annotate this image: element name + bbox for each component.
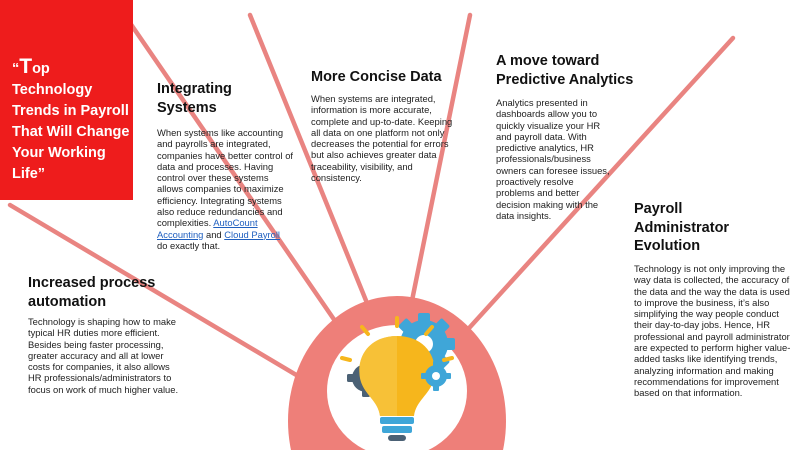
banner-title [12,56,130,185]
concise-heading: More Concise Data [311,69,442,85]
banner-first-letter: T [19,55,33,78]
title-banner [0,0,133,200]
integrating-body [157,127,293,251]
automation-body: Technology is shaping how to make typical HR duties more efficient. Besides being faster processing, greater accuracy and all at lower costs for companies, it also allows HR professionals/administrators to focus on work of much higher value. [28,316,179,395]
predictive-body: Analytics presented in dashboards allow you to quickly visualize your HR and payroll data. With predictive analytics, HR professionals/business owners can foresee issues, proactively resolve problems and better decision making with the data insights. [496,97,610,221]
hub-illustration [288,296,506,450]
integrating-mid: and [203,228,225,240]
predictive-heading: A move toward Predictive Analytics [496,53,634,88]
concise-body: When systems are integrated, information is more accurate, complete and up-to-date. Keeping all data on one platform not only decreases the potential for errors but also achieves greater data traceability, visibility, and consistency. [311,93,453,184]
evolution-heading: Payroll Administrator Evolution [634,201,730,254]
autocount-accounting-link[interactable]: AutoCount Accounting [157,217,258,240]
integrating-text: When systems like accounting and payrolls are integrated, companies have better control of data and processes. Having control over these systems allows companies to maximize efficiency. Integrating systems also reduce redundancies and complexities. [157,127,294,229]
banner-title-rest: Technology Trends in Payroll That Will Change Your Working Life” [12,82,130,182]
banner-open-quote: “ [12,61,20,77]
cloud-payroll-link[interactable]: Cloud Payroll [224,228,281,240]
automation-heading: Increased process automation [28,275,156,310]
integrating-heading: Integrating Systems [157,81,232,116]
banner-first-rest: op [32,61,50,77]
integrating-end: do exactly that. [157,239,221,251]
evolution-body: Technology is not only improving the way data is collected, the accuracy of the data and the way the data is used to improve the business, it’s also simplifying the way people conduct their day-to-day jobs. Hence, HR professional and payroll administrator are expected to perform higher value-added tasks like identifying trends, analyzing information and making recommendations for improvement based on that information. [634,263,791,399]
